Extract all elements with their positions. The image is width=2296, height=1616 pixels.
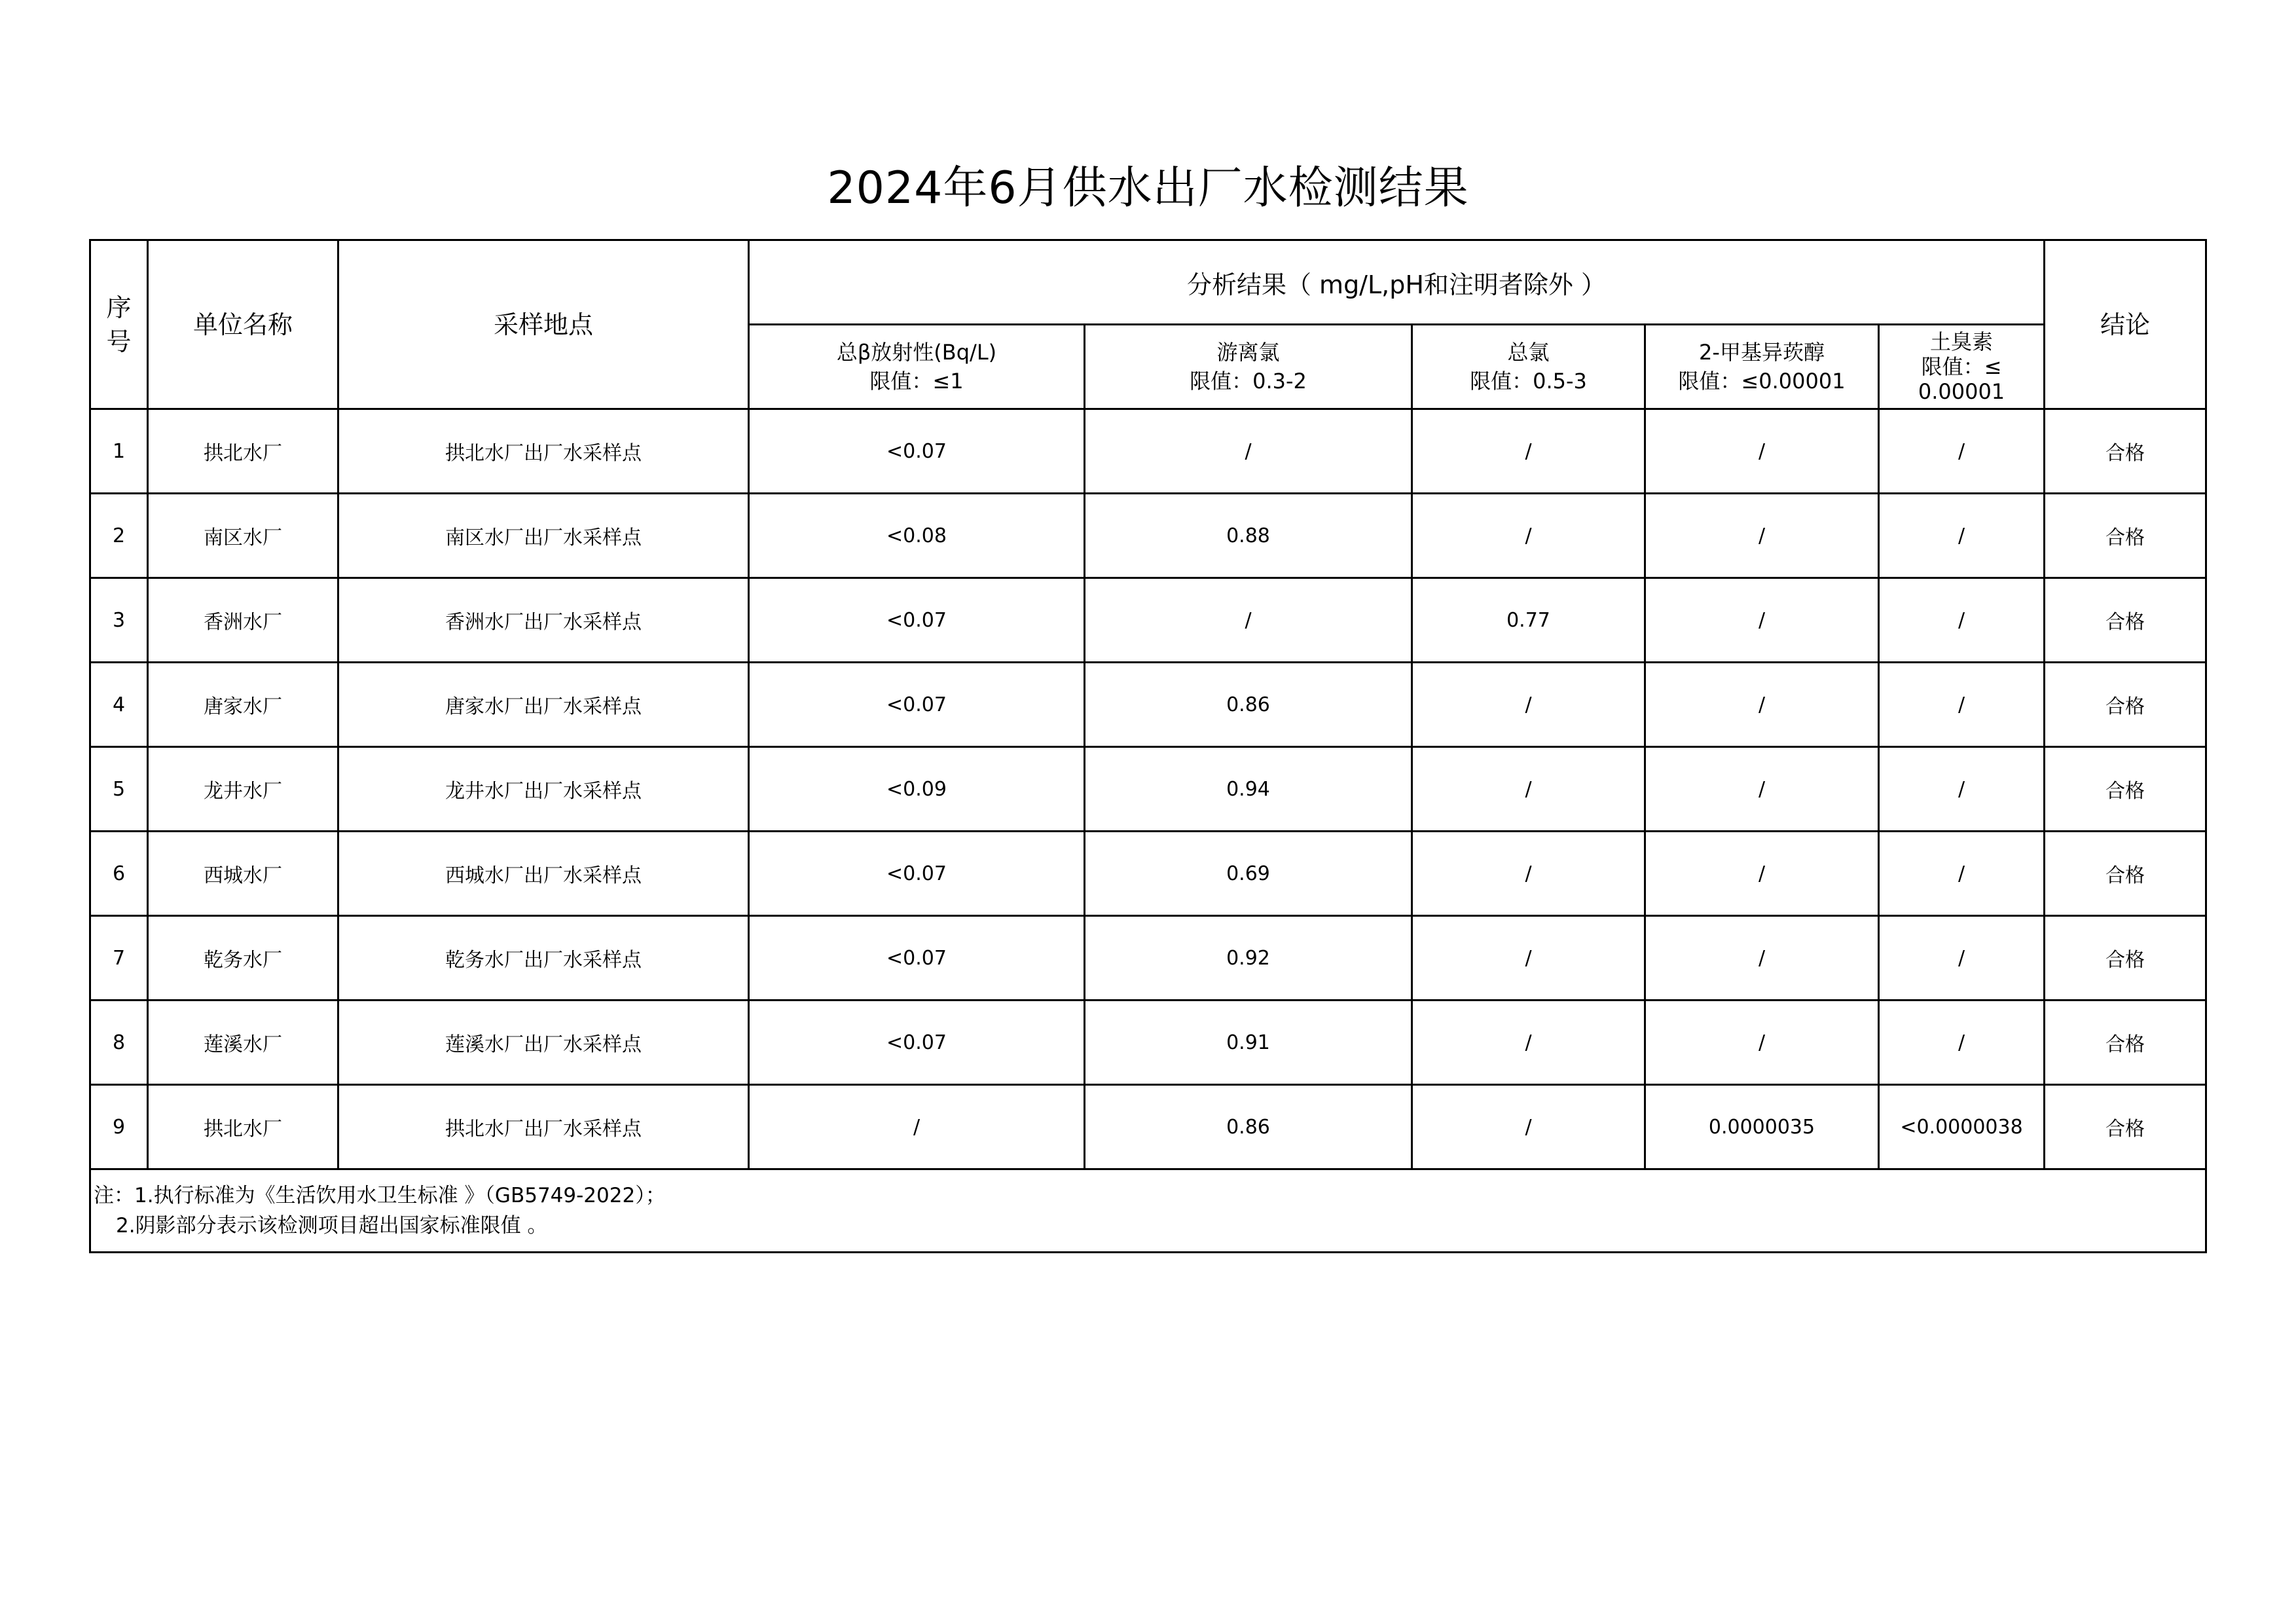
table-body [90,409,2206,1253]
header-free-chlorine [1085,325,1412,409]
cell-geosmin: / [1879,832,2045,916]
cell-unit: 西城水厂 [148,832,338,916]
cell-geosmin: / [1879,1001,2045,1085]
table-row [90,916,2206,1001]
cell-unit: 莲溪水厂 [148,1001,338,1085]
table-row [90,494,2206,578]
cell-geosmin: / [1879,578,2045,663]
cell-mib: 0.0000035 [1645,1085,1879,1169]
cell-site: 乾务水厂出厂水采样点 [338,916,749,1001]
cell-conclusion: 合格 [2045,409,2206,494]
cell-free-chlorine: / [1085,409,1412,494]
header-geosmin-name: 土臭素 [1929,329,1993,354]
cell-seq: 6 [90,832,148,916]
cell-unit: 香洲水厂 [148,578,338,663]
cell-free-chlorine: / [1085,578,1412,663]
cell-unit: 龙井水厂 [148,747,338,832]
cell-conclusion: 合格 [2045,494,2206,578]
cell-total-chlorine: / [1412,494,1645,578]
header-free-chlorine-limit: 限值：0.3-2 [1190,369,1307,394]
table-row [90,578,2206,663]
header-total-chlorine-name: 总氯 [1507,340,1550,365]
note-2: 2.阴影部分表示该检测项目超出国家标准限值 。 [116,1214,548,1238]
cell-geosmin: / [1879,494,2045,578]
cell-free-chlorine: 0.86 [1085,663,1412,747]
cell-beta: / [749,1085,1085,1169]
header-site: 采样地点 [338,240,749,409]
cell-mib: / [1645,1001,1879,1085]
cell-seq: 5 [90,747,148,832]
cell-seq: 7 [90,916,148,1001]
header-total-chlorine [1412,325,1645,409]
cell-seq: 8 [90,1001,148,1085]
cell-seq: 3 [90,578,148,663]
cell-site: 唐家水厂出厂水采样点 [338,663,749,747]
notes [90,1169,2206,1253]
cell-unit: 唐家水厂 [148,663,338,747]
cell-seq: 1 [90,409,148,494]
cell-site: 香洲水厂出厂水采样点 [338,578,749,663]
cell-site: 拱北水厂出厂水采样点 [338,1085,749,1169]
cell-site: 南区水厂出厂水采样点 [338,494,749,578]
cell-free-chlorine: 0.91 [1085,1001,1412,1085]
header-unit: 单位名称 [148,240,338,409]
cell-free-chlorine: 0.69 [1085,832,1412,916]
cell-free-chlorine: 0.92 [1085,916,1412,1001]
cell-total-chlorine: / [1412,409,1645,494]
cell-total-chlorine: / [1412,663,1645,747]
cell-mib: / [1645,409,1879,494]
cell-mib: / [1645,663,1879,747]
cell-mib: / [1645,578,1879,663]
cell-conclusion: 合格 [2045,1001,2206,1085]
header-geosmin-limit-value: 0.00001 [1918,379,2005,404]
cell-total-chlorine: / [1412,1001,1645,1085]
header-seq-line2: 号 [106,327,132,356]
header-mib [1645,325,1879,409]
cell-unit: 拱北水厂 [148,409,338,494]
table-row [90,663,2206,747]
cell-conclusion: 合格 [2045,578,2206,663]
cell-beta: <0.07 [749,832,1085,916]
cell-geosmin: / [1879,747,2045,832]
header-seq [90,240,148,409]
results-table [89,239,2207,1253]
cell-free-chlorine: 0.88 [1085,494,1412,578]
cell-seq: 2 [90,494,148,578]
cell-conclusion: 合格 [2045,916,2206,1001]
cell-total-chlorine: / [1412,1085,1645,1169]
cell-beta: <0.08 [749,494,1085,578]
cell-site: 西城水厂出厂水采样点 [338,832,749,916]
cell-mib: / [1645,832,1879,916]
cell-geosmin: <0.0000038 [1879,1085,2045,1169]
header-mib-name: 2-甲基异莰醇 [1699,340,1825,365]
header-analysis-group: 分析结果（ mg/L,pH和注明者除外 ） [749,240,2045,325]
cell-beta: <0.07 [749,663,1085,747]
cell-conclusion: 合格 [2045,747,2206,832]
cell-seq: 4 [90,663,148,747]
header-free-chlorine-name: 游离氯 [1216,340,1280,365]
table-row [90,747,2206,832]
cell-site: 莲溪水厂出厂水采样点 [338,1001,749,1085]
header-beta [749,325,1085,409]
header-geosmin-limit: 限值：≤ [1921,354,2002,379]
header-seq-line1: 序 [106,293,132,322]
cell-unit: 乾务水厂 [148,916,338,1001]
header-geosmin [1879,325,2045,409]
cell-geosmin: / [1879,409,2045,494]
cell-site: 拱北水厂出厂水采样点 [338,409,749,494]
cell-mib: / [1645,494,1879,578]
cell-conclusion: 合格 [2045,663,2206,747]
cell-total-chlorine: / [1412,916,1645,1001]
cell-mib: / [1645,747,1879,832]
cell-conclusion: 合格 [2045,1085,2206,1169]
cell-free-chlorine: 0.86 [1085,1085,1412,1169]
table-row [90,409,2206,494]
page-title: 2024年6月供水出厂水检测结果 [827,162,1469,214]
cell-beta: <0.07 [749,1001,1085,1085]
table-row [90,1085,2206,1169]
cell-free-chlorine: 0.94 [1085,747,1412,832]
header-mib-limit: 限值：≤0.00001 [1678,369,1846,394]
cell-beta: <0.07 [749,409,1085,494]
notes-row [90,1169,2206,1253]
cell-beta: <0.09 [749,747,1085,832]
cell-total-chlorine: / [1412,832,1645,916]
cell-seq: 9 [90,1085,148,1169]
cell-total-chlorine: / [1412,747,1645,832]
header-conclusion: 结论 [2045,240,2206,409]
header-total-chlorine-limit: 限值：0.5-3 [1470,369,1587,394]
header-beta-limit: 限值：≤1 [869,369,964,394]
table-row [90,1001,2206,1085]
cell-mib: / [1645,916,1879,1001]
note-1: 注：1.执行标准为《生活饮用水卫生标准 》（GB5749-2022）； [94,1184,666,1207]
cell-total-chlorine: 0.77 [1412,578,1645,663]
cell-conclusion: 合格 [2045,832,2206,916]
cell-beta: <0.07 [749,578,1085,663]
header-beta-name: 总β放射性(Bq/L) [836,340,997,365]
cell-site: 龙井水厂出厂水采样点 [338,747,749,832]
cell-unit: 南区水厂 [148,494,338,578]
cell-beta: <0.07 [749,916,1085,1001]
cell-geosmin: / [1879,916,2045,1001]
table-row [90,832,2206,916]
cell-geosmin: / [1879,663,2045,747]
cell-unit: 拱北水厂 [148,1085,338,1169]
